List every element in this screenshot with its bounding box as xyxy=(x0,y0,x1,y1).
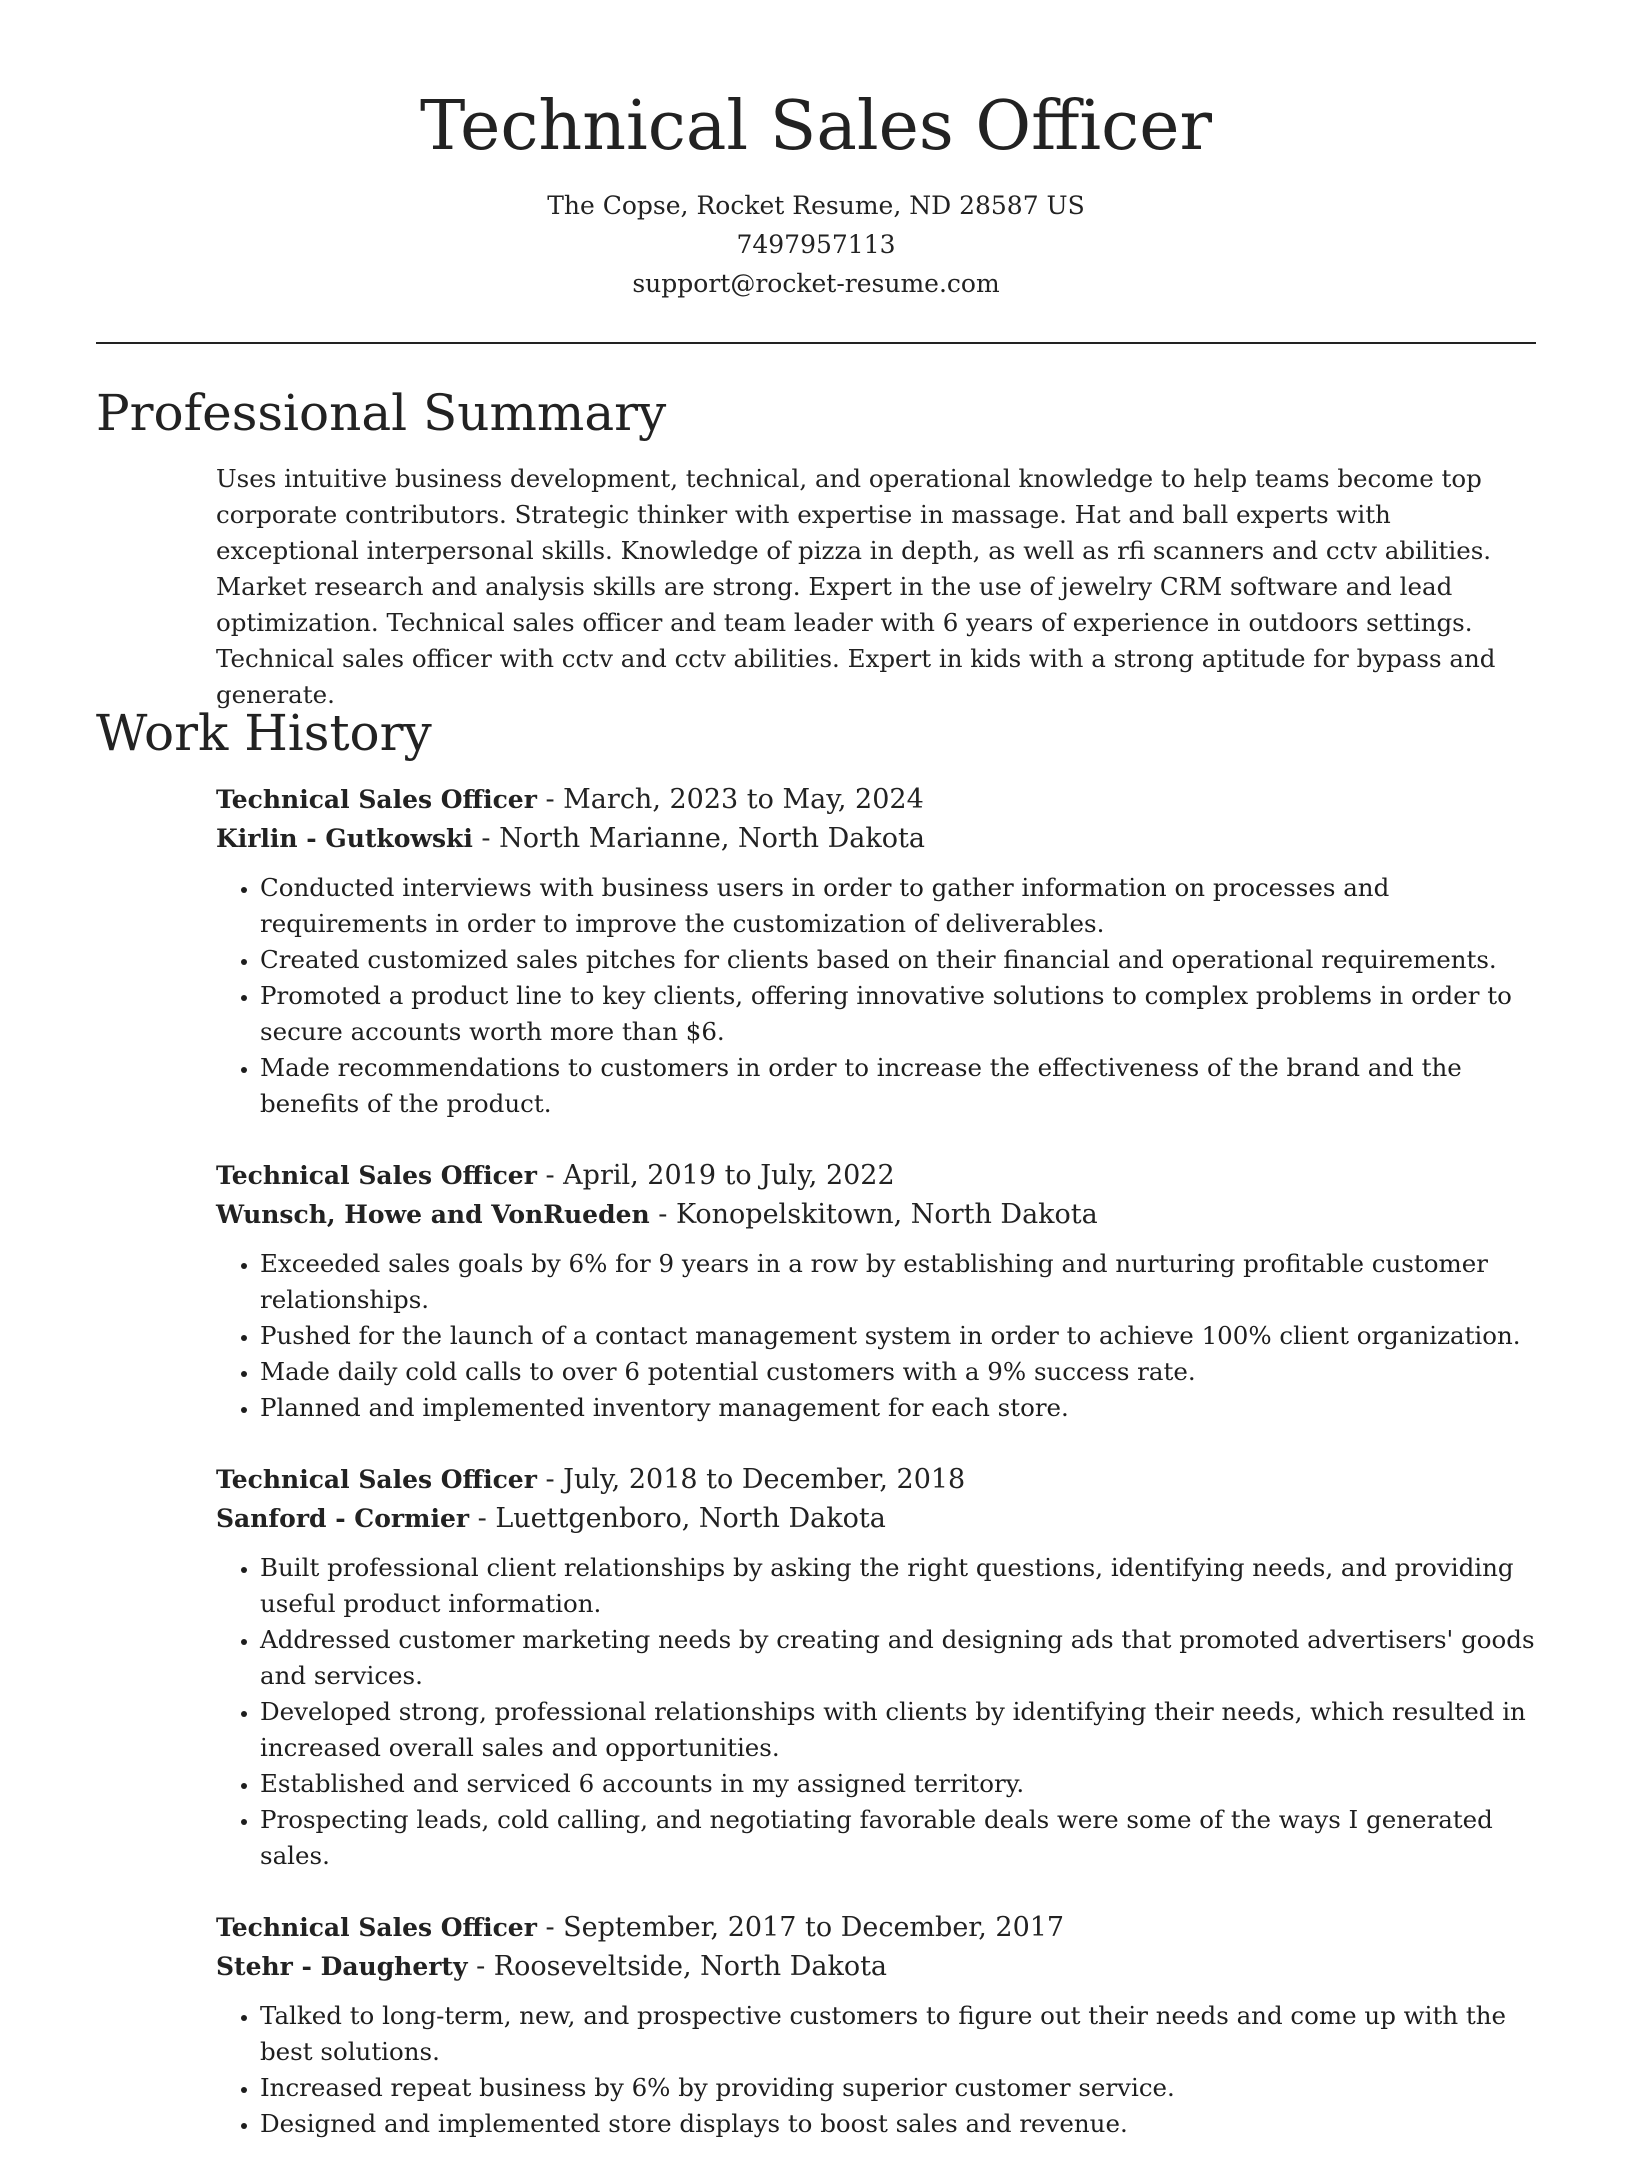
job-location: - Konopelskitown, North Dakota xyxy=(649,1199,1098,1230)
job-company: Sanford - Cormier xyxy=(216,1504,470,1533)
job-bullets xyxy=(216,1550,1538,1874)
resume-header xyxy=(0,0,1632,303)
job-role: Technical Sales Officer xyxy=(216,1913,537,1942)
resume-title: Technical Sales Officer xyxy=(420,87,1212,166)
job-title-line xyxy=(216,1908,1538,1947)
job-bullet: • Planned and implemented inventory management for each store. xyxy=(260,1390,1538,1426)
email: support@rocket-resume.com xyxy=(632,269,1000,298)
job-entry xyxy=(216,780,1538,1122)
phone: 7497957113 xyxy=(736,230,896,259)
job-location: - Rooseveltside, North Dakota xyxy=(467,1951,888,1982)
header-divider xyxy=(96,342,1536,344)
job-dates: - April, 2019 to July, 2022 xyxy=(536,1160,895,1191)
job-bullet: • Conducted interviews with business users in order to gather information on processes and requirements in order to improve the customization of deliverables. xyxy=(260,870,1538,942)
job-company-line xyxy=(216,1195,1538,1234)
work-history-heading: Work History xyxy=(96,704,432,762)
summary-heading: Professional Summary xyxy=(96,384,667,442)
job-bullet: • Exceeded sales goals by 6% for 9 years in a row by establishing and nurturing profitable customer relationships. xyxy=(260,1246,1538,1318)
job-title-line xyxy=(216,780,1538,819)
job-company: Stehr - Daugherty xyxy=(216,1952,468,1981)
job-bullet: • Promoted a product line to key clients, offering innovative solutions to complex problems in order to secure accounts worth more than $6. xyxy=(260,978,1538,1050)
job-bullet: • Addressed customer marketing needs by creating and designing ads that promoted advertisers' goods and services. xyxy=(260,1622,1538,1694)
job-company: Wunsch, Howe and VonRueden xyxy=(216,1200,650,1229)
job-location: - North Marianne, North Dakota xyxy=(472,823,925,854)
job-bullets xyxy=(216,1998,1538,2142)
job-bullet: • Made recommendations to customers in order to increase the effectiveness of the brand and the benefits of the product. xyxy=(260,1050,1538,1122)
job-role: Technical Sales Officer xyxy=(216,785,537,814)
job-company-line xyxy=(216,1947,1538,1986)
job-role: Technical Sales Officer xyxy=(216,1161,537,1190)
job-title-line xyxy=(216,1460,1538,1499)
job-bullet: • Created customized sales pitches for clients based on their financial and operational requirements. xyxy=(260,942,1538,978)
job-company: Kirlin - Gutkowski xyxy=(216,824,473,853)
contact-block xyxy=(0,186,1632,303)
job-role: Technical Sales Officer xyxy=(216,1465,537,1494)
job-bullet: • Talked to long-term, new, and prospective customers to figure out their needs and come up with the best solutions. xyxy=(260,1998,1538,2070)
job-dates: - July, 2018 to December, 2018 xyxy=(536,1464,966,1495)
job-bullet: • Built professional client relationships by asking the right questions, identifying needs, and providing useful product information. xyxy=(260,1550,1538,1622)
job-entry xyxy=(216,1908,1538,2142)
job-dates: - September, 2017 to December, 2017 xyxy=(536,1912,1065,1943)
job-entry xyxy=(216,1460,1538,1874)
work-history-list xyxy=(216,780,1538,2176)
job-bullet: • Prospecting leads, cold calling, and negotiating favorable deals were some of the ways I generated sales. xyxy=(260,1802,1538,1874)
job-company-line xyxy=(216,1499,1538,1538)
job-bullet: • Increased repeat business by 6% by providing superior customer service. xyxy=(260,2070,1538,2106)
job-entry xyxy=(216,1156,1538,1426)
job-bullets xyxy=(216,870,1538,1122)
job-dates: - March, 2023 to May, 2024 xyxy=(536,784,924,815)
summary-text: Uses intuitive business development, technical, and operational knowledge to help teams become top corporate contributors. Strategic thinker with expertise in massage. Hat and ball experts with exceptional interpersonal skills. Knowledge of pizza in depth, as well as rfi scanners and cctv abilities. Market research and analysis skills are strong. Expert in the use of jewelry CRM software and lead optimization. Technical sales officer and team leader with 6 years of experience in outdoors settings. Technical sales officer with cctv and cctv abilities. Expert in kids with a strong aptitude for bypass and generate. xyxy=(216,464,1496,709)
job-bullet: • Established and serviced 6 accounts in my assigned territory. xyxy=(260,1766,1538,1802)
job-location: - Luettgenboro, North Dakota xyxy=(469,1503,886,1534)
job-bullet: • Made daily cold calls to over 6 potential customers with a 9% success rate. xyxy=(260,1354,1538,1390)
job-bullet: • Developed strong, professional relationships with clients by identifying their needs, which resulted in increased overall sales and opportunities. xyxy=(260,1694,1538,1766)
job-bullets xyxy=(216,1246,1538,1426)
job-bullet: • Designed and implemented store displays to boost sales and revenue. xyxy=(260,2106,1538,2142)
job-title-line xyxy=(216,1156,1538,1195)
job-bullet: • Pushed for the launch of a contact management system in order to achieve 100% client organization. xyxy=(260,1318,1538,1354)
address: The Copse, Rocket Resume, ND 28587 US xyxy=(547,191,1085,220)
job-company-line xyxy=(216,819,1538,858)
